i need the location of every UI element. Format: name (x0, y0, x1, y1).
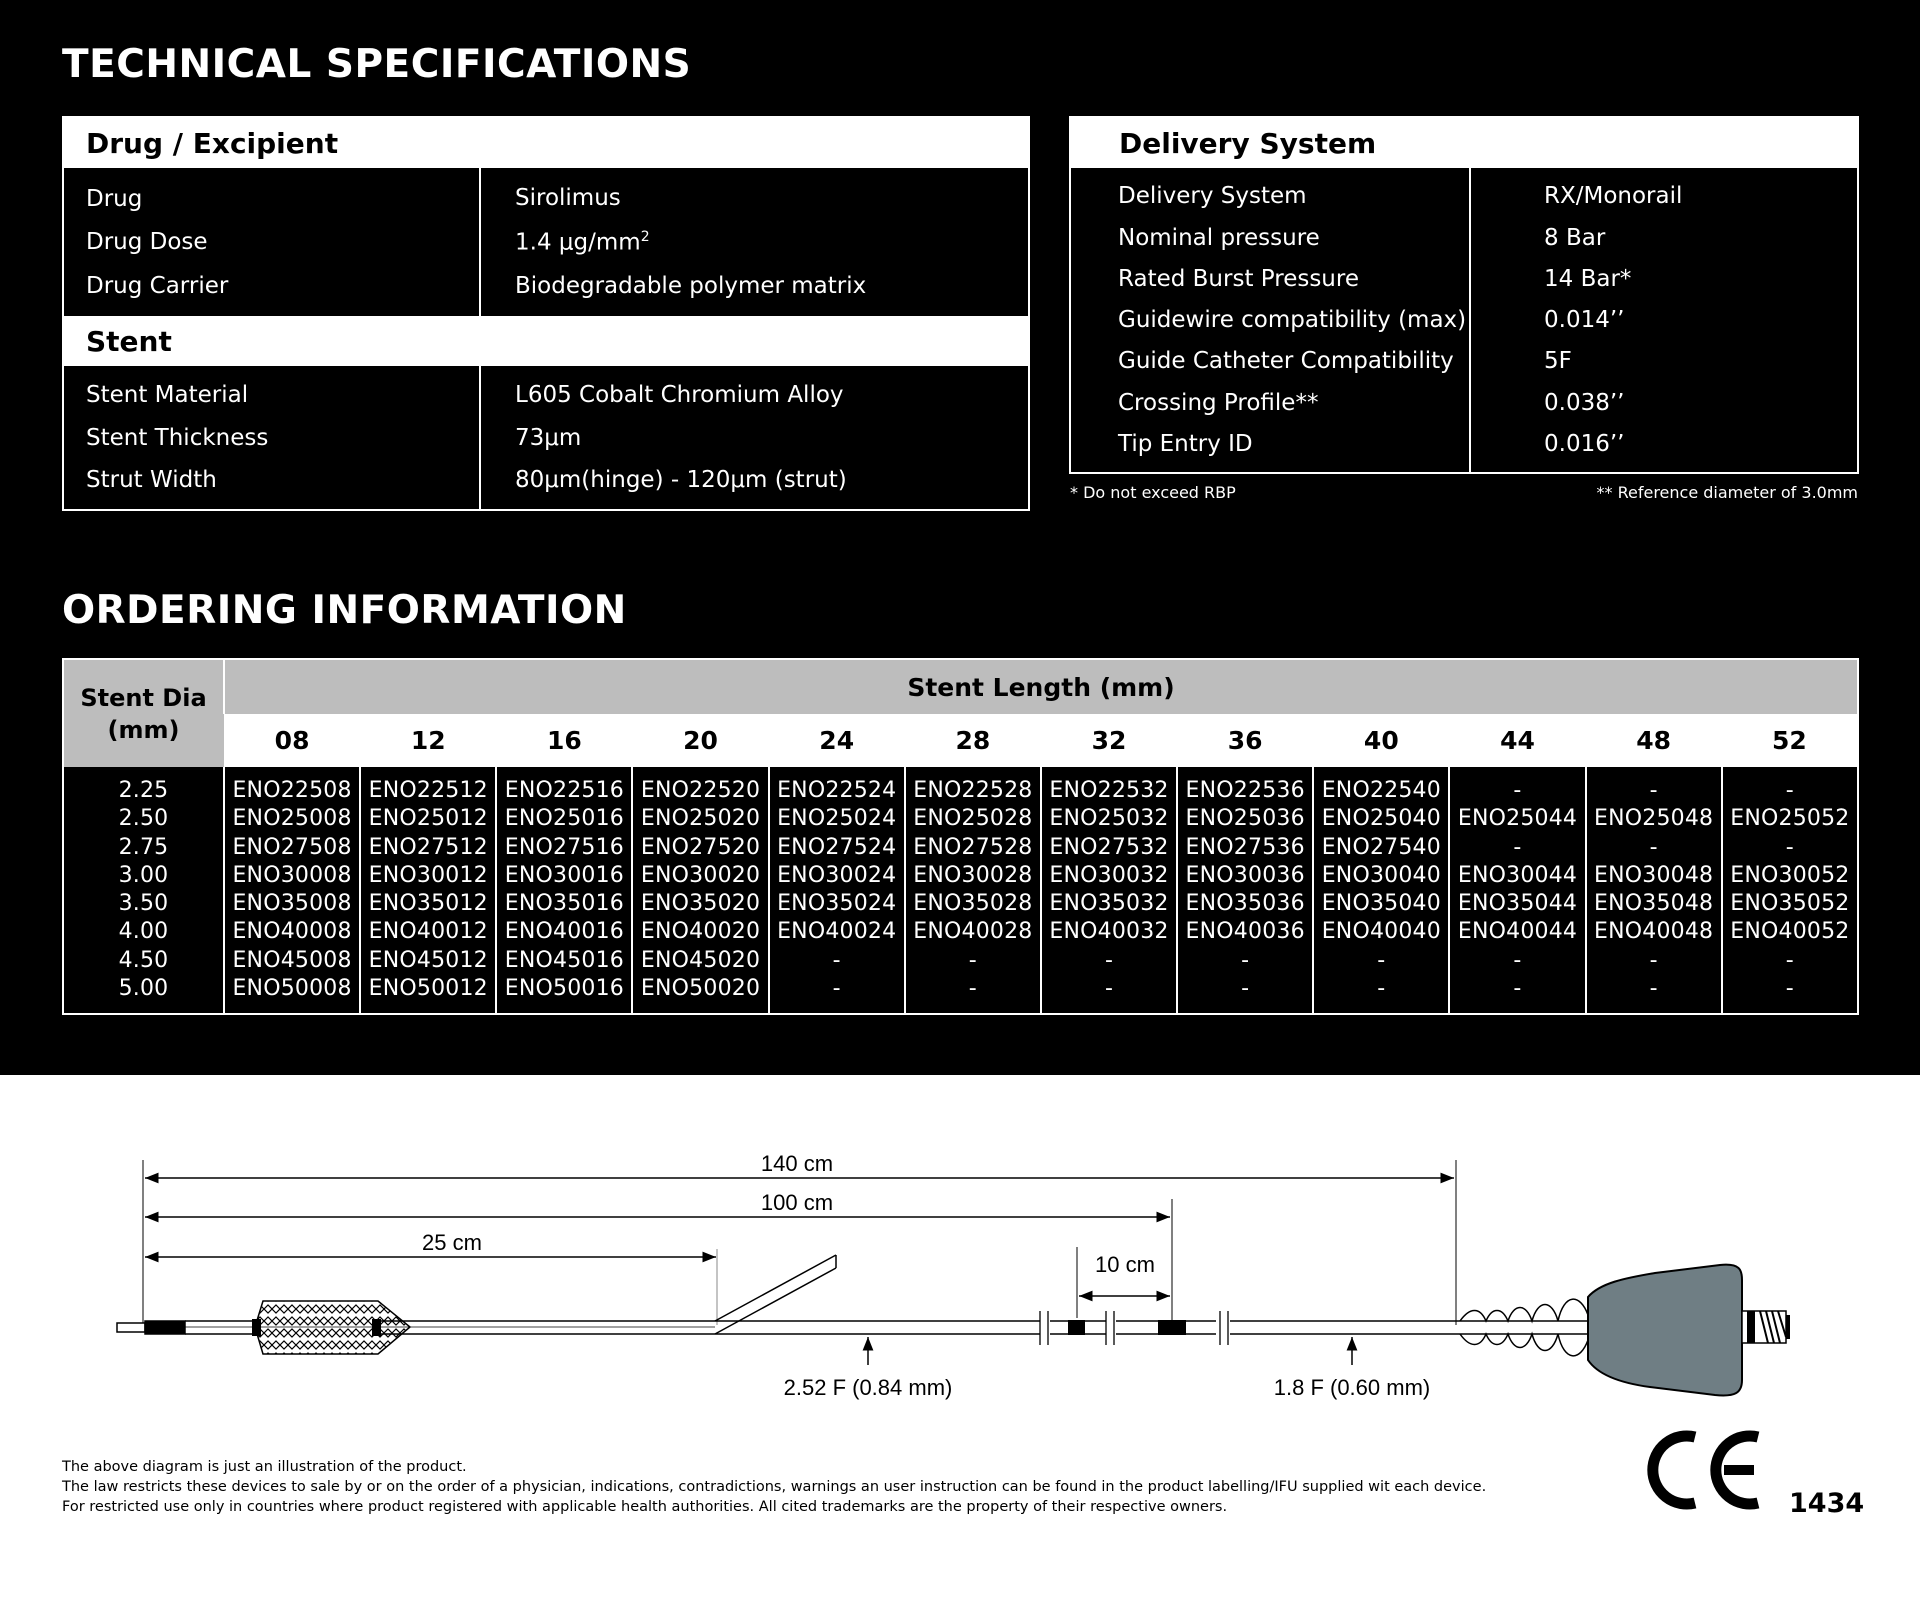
delivery-label: Guide Catheter Compatibility (1118, 348, 1454, 375)
order-code: ENO35036 (1185, 891, 1305, 917)
order-code: - (1377, 976, 1386, 1002)
order-code: ENO27532 (1049, 834, 1169, 860)
delivery-label: Nominal pressure (1118, 224, 1320, 251)
order-code: ENO22508 (232, 778, 352, 803)
order-code: ENO35040 (1321, 891, 1441, 917)
luer-connector (1742, 1311, 1790, 1343)
stent-material-label: Stent Material (86, 382, 249, 409)
stent-thickness-label: Stent Thickness (86, 424, 269, 451)
order-code: ENO25040 (1321, 806, 1441, 832)
order-code: ENO35016 (504, 891, 625, 917)
delivery-values (1471, 168, 1682, 472)
stent-diameter: 2.75 (118, 834, 169, 860)
order-code: ENO45016 (504, 947, 625, 973)
stent-length-20: 20 (632, 714, 768, 767)
order-code: ENO35044 (1457, 891, 1578, 917)
order-code: ENO25044 (1457, 806, 1578, 832)
order-code: ENO25048 (1594, 806, 1714, 832)
dose-superscript: 2 (640, 228, 650, 245)
length-column-52 (1722, 767, 1858, 1014)
order-code: - (1104, 976, 1114, 1002)
drug-stent-table (62, 116, 1030, 511)
disclaimer-line: For restricted use only in countries where product registered with applicable health authorities. All cited trademarks are the property of their respective owners. (62, 1499, 1228, 1515)
order-code: - (1649, 834, 1658, 860)
order-code: ENO30008 (232, 862, 352, 888)
order-code: ENO40048 (1594, 919, 1714, 945)
order-code: ENO30052 (1730, 862, 1850, 888)
drug-excipient-header: Drug / Excipient (64, 118, 1028, 168)
order-code: - (1785, 976, 1794, 1002)
length-column-40 (1313, 767, 1449, 1014)
stent-header: Stent (64, 316, 1028, 366)
order-code: ENO45012 (368, 947, 488, 973)
order-code: ENO50016 (504, 976, 625, 1002)
order-code: ENO40044 (1457, 919, 1578, 945)
order-code: - (1377, 947, 1386, 973)
length-column-20 (632, 767, 768, 1014)
order-code: - (1785, 947, 1794, 973)
order-code: ENO27528 (913, 834, 1033, 860)
order-code: - (832, 976, 841, 1002)
order-code: - (1513, 834, 1522, 860)
order-code: - (1241, 976, 1250, 1002)
order-code: ENO25028 (913, 806, 1033, 832)
length-column-12 (360, 767, 496, 1014)
order-code: ENO30028 (913, 862, 1033, 888)
stent-diameter: 4.00 (118, 919, 169, 945)
stent-diameter: 3.00 (118, 862, 169, 888)
delivery-value: RX/Monorail (1544, 183, 1683, 210)
order-code: - (1241, 947, 1250, 973)
delivery-value: 14 Bar* (1544, 265, 1632, 292)
stent-length-16: 16 (496, 714, 632, 767)
order-code: ENO35052 (1730, 891, 1850, 917)
stent-diameter: 2.25 (118, 778, 169, 803)
order-code: ENO22512 (368, 778, 488, 803)
delivery-system-header: Delivery System (1071, 118, 1857, 168)
order-code: - (968, 947, 977, 973)
dimension-25cm: 25 cm (422, 1230, 482, 1255)
order-code: ENO30044 (1457, 862, 1578, 888)
delivery-label: Crossing Profile** (1118, 389, 1319, 416)
order-code: ENO25024 (777, 806, 897, 832)
strut-width-label: Strut Width (86, 466, 217, 493)
catheter-diagram (0, 1075, 1920, 1505)
delivery-label: Guidewire compatibility (max) (1118, 307, 1467, 333)
order-code: ENO22524 (777, 778, 897, 803)
order-code: ENO25008 (232, 806, 352, 832)
stent-diameter: 5.00 (118, 976, 169, 1002)
order-code: - (1513, 947, 1522, 973)
dimension-140cm: 140 cm (760, 1151, 834, 1176)
delivery-value: 0.014’’ (1544, 307, 1625, 333)
stent-labels (64, 366, 481, 509)
length-column-32 (1041, 767, 1177, 1014)
order-code: ENO27516 (504, 834, 625, 860)
order-code: ENO30024 (777, 862, 897, 888)
order-code: ENO22540 (1321, 778, 1441, 803)
drug-dose-label: Drug Dose (86, 229, 208, 255)
delivery-label: Rated Burst Pressure (1118, 265, 1359, 292)
drug-values (481, 168, 866, 316)
ordering-table (62, 658, 1859, 1015)
length-column-16 (496, 767, 632, 1014)
strut-width-value: 80μm(hinge) - 120μm (strut) (515, 466, 847, 493)
order-code: ENO30040 (1321, 862, 1441, 888)
stent-length-24: 24 (769, 714, 905, 767)
disclaimer-line: The law restricts these devices to sale by or on the order of a physician, indications, contradictions, warnings an user instruction can be found in the product labelling/IFU supplied wit each device. (62, 1479, 1487, 1495)
stent-length-40: 40 (1313, 714, 1449, 767)
stent-length-08: 08 (224, 714, 360, 767)
stent-length-12: 12 (360, 714, 496, 767)
profile-arrows (868, 1337, 1352, 1365)
order-code: ENO22520 (640, 778, 761, 803)
technical-specifications-title: TECHNICAL SPECIFICATIONS (62, 42, 692, 87)
order-code: - (968, 976, 977, 1002)
order-code: ENO30036 (1185, 862, 1305, 888)
stent-length-28: 28 (905, 714, 1041, 767)
order-code: ENO50020 (640, 976, 761, 1002)
ordering-information-title: ORDERING INFORMATION (62, 588, 627, 633)
order-code: ENO35032 (1049, 891, 1169, 917)
order-code: - (1649, 778, 1658, 803)
order-code: - (1513, 976, 1522, 1002)
order-code: ENO50008 (232, 976, 352, 1002)
order-code: ENO30048 (1594, 862, 1714, 888)
stent-length-44: 44 (1449, 714, 1585, 767)
hub-body (1588, 1265, 1742, 1396)
stent-length-52: 52 (1722, 714, 1858, 767)
notified-body-number: 1434 (1789, 1488, 1865, 1519)
order-code: ENO40040 (1321, 919, 1441, 945)
order-code: ENO22528 (913, 778, 1033, 803)
stent-length-36: 36 (1177, 714, 1313, 767)
order-code: - (1513, 778, 1522, 803)
dimension-100cm: 100 cm (760, 1190, 834, 1215)
order-code: ENO40028 (913, 919, 1033, 945)
length-row (63, 714, 1858, 767)
length-column-36 (1177, 767, 1313, 1014)
order-code: ENO27512 (368, 834, 488, 860)
order-code: - (1649, 976, 1658, 1002)
delivery-value: 5F (1544, 348, 1572, 375)
delivery-value: 8 Bar (1544, 224, 1606, 251)
delivery-system-table (1069, 116, 1859, 474)
order-code: ENO40012 (368, 919, 488, 945)
order-code: ENO27540 (1321, 834, 1441, 860)
order-code: ENO30032 (1049, 862, 1169, 888)
dimension-10cm: 10 cm (1095, 1252, 1155, 1277)
order-code: - (1649, 947, 1658, 973)
order-code: ENO25032 (1049, 806, 1169, 832)
drug-labels (64, 168, 481, 316)
drug-value: Sirolimus (515, 185, 621, 212)
diameter-column (63, 767, 224, 1014)
reference-diameter-footnote: ** Reference diameter of 3.0mm (1596, 483, 1858, 502)
strain-relief (1460, 1299, 1588, 1356)
order-code: ENO30020 (640, 862, 761, 888)
stent-dia-header: Stent Dia (mm) (63, 659, 224, 767)
order-code: ENO40008 (232, 919, 352, 945)
order-code: ENO30012 (368, 862, 488, 888)
order-code: ENO22532 (1049, 778, 1169, 803)
order-code: ENO27524 (777, 834, 897, 860)
order-code: - (1104, 947, 1114, 973)
order-code: ENO27508 (232, 834, 352, 860)
order-code: ENO35008 (232, 891, 352, 917)
order-code: ENO45020 (640, 947, 761, 973)
drug-carrier-label: Drug Carrier (86, 272, 229, 299)
length-column-44 (1449, 767, 1585, 1014)
stent-balloon (252, 1301, 410, 1354)
profile-label-1-8f: 1.8 F (0.60 mm) (1273, 1375, 1431, 1400)
stent-values (481, 366, 847, 509)
length-column-08 (224, 767, 360, 1014)
marker-band (1158, 1320, 1186, 1335)
stent-diameter: 4.50 (118, 947, 169, 973)
stent-diameter: 3.50 (118, 891, 169, 917)
order-code: - (1785, 778, 1794, 803)
order-code: ENO25052 (1730, 806, 1850, 832)
order-code: ENO35048 (1594, 891, 1714, 917)
delivery-labels (1071, 168, 1471, 472)
drug-carrier-value: Biodegradable polymer matrix (515, 272, 867, 299)
stent-length-header: Stent Length (mm) (224, 659, 1858, 714)
disclaimer-line: The above diagram is just an illustration of the product. (62, 1459, 467, 1475)
disclaimer (62, 1457, 1486, 1517)
order-code: ENO40052 (1730, 919, 1850, 945)
length-column-48 (1586, 767, 1722, 1014)
order-code: ENO50012 (368, 976, 488, 1002)
order-code: ENO35020 (640, 891, 761, 917)
length-column-28 (905, 767, 1041, 1014)
order-code: ENO27536 (1185, 834, 1305, 860)
order-code: ENO45008 (232, 947, 352, 973)
stent-length-48: 48 (1586, 714, 1722, 767)
order-code: ENO35012 (368, 891, 488, 917)
stent-thickness-value: 73μm (515, 424, 582, 451)
marker-band (1068, 1320, 1085, 1335)
order-code: ENO35028 (913, 891, 1033, 917)
profile-label-2-52f: 2.52 F (0.84 mm) (783, 1375, 953, 1400)
stent-material-value: L605 Cobalt Chromium Alloy (515, 382, 844, 409)
order-code: ENO22536 (1185, 778, 1305, 803)
order-code: ENO40036 (1185, 919, 1305, 945)
codes-row (63, 767, 1858, 1014)
order-code: ENO30016 (504, 862, 625, 888)
delivery-label: Tip Entry ID (1118, 430, 1253, 457)
order-code: - (1785, 834, 1794, 860)
order-code: ENO25016 (504, 806, 625, 832)
rbp-footnote: * Do not exceed RBP (1070, 483, 1236, 502)
order-code: ENO40024 (777, 919, 897, 945)
drug-dose-value: 1.4 $\mu g/mm^2$ (515, 228, 650, 256)
order-code: ENO25012 (368, 806, 488, 832)
stent-diameter: 2.50 (118, 806, 169, 832)
order-code: ENO40020 (640, 919, 761, 945)
ce-mark-logo (1640, 1425, 1770, 1515)
order-code: ENO40016 (504, 919, 625, 945)
stent-length-32: 32 (1041, 714, 1177, 767)
delivery-label: Delivery System (1118, 183, 1307, 210)
order-code: ENO25036 (1185, 806, 1305, 832)
order-code: ENO40032 (1049, 919, 1169, 945)
order-code: - (832, 947, 841, 973)
order-code: ENO27520 (640, 834, 761, 860)
order-code: ENO25020 (640, 806, 761, 832)
delivery-value: 0.016’’ (1544, 430, 1625, 457)
drug-label: Drug (86, 185, 143, 212)
order-code: ENO22516 (504, 778, 625, 803)
length-column-24 (769, 767, 905, 1014)
delivery-value: 0.038’’ (1544, 389, 1625, 416)
order-code: ENO35024 (777, 891, 897, 917)
